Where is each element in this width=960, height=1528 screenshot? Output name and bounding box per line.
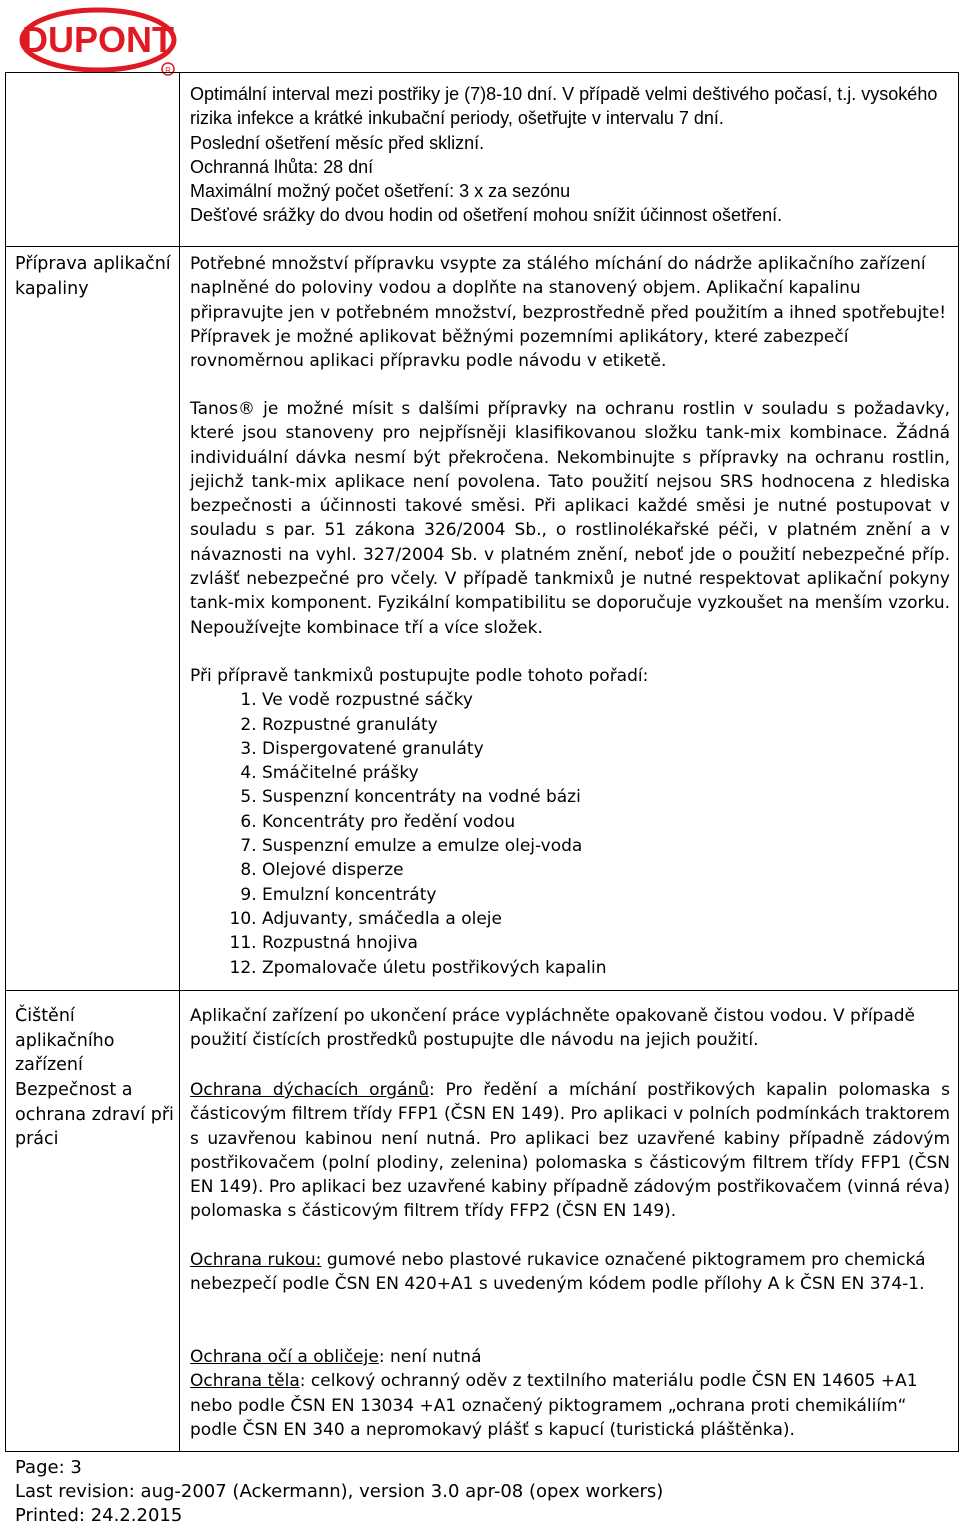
respiratory-heading: Ochrana dýchacích orgánů	[190, 1080, 430, 1100]
intro-block	[190, 82, 950, 228]
respiratory-protection	[190, 1078, 950, 1224]
list-item: 6. Koncentráty pro ředění vodou	[262, 810, 950, 834]
hands-protection	[190, 1248, 950, 1297]
eyes-heading: Ochrana očí a obličeje	[190, 1347, 379, 1367]
list-item: 2. Rozpustné granuláty	[262, 713, 950, 737]
label-preparation: Příprava aplikační kapaliny	[15, 254, 171, 299]
logo-text: DUPONT	[22, 19, 174, 60]
hands-text: gumové nebo plastové rukavice označené piktogramem pro chemická nebezpečí podle ČSN EN 420+A1 s uvedeným kódem podle přílohy A k ČSN EN 374-1.	[190, 1250, 926, 1295]
list-item: 3. Dispergovatené granuláty	[262, 737, 950, 761]
footer-printed: Printed: 24.2.2015	[15, 1505, 183, 1526]
body-text: : celkový ochranný oděv z textilního materiálu podle ČSN EN 14605 +A1 nebo podle ČSN EN 13034 +A1 označený piktogramem „ochrana proti chemikáliím“ podle ČSN EN 340 a nepromokavý plášť s kapucí (turistická pláštěnka).	[190, 1371, 918, 1440]
list-item: 9. Emulzní koncentráty	[262, 883, 950, 907]
eyes-text: : není nutná	[378, 1347, 482, 1367]
list-item: 11. Rozpustná hnojiva	[262, 931, 950, 955]
eyes-protection	[190, 1345, 950, 1369]
intro-line: Optimální interval mezi postřiky je (7)8-10 dní. V případě velmi deštivého počasí, t.j. vysokého rizika infekce a krátké inkubační periody, ošetřujte v intervalu 7 dní.	[190, 84, 938, 129]
intro-line: Poslední ošetření měsíc před sklizní.	[190, 132, 485, 153]
intro-line: Maximální možný počet ošetření: 3 x za sezónu	[190, 181, 571, 202]
tankmix-order-list	[190, 688, 950, 980]
table-column-divider	[179, 72, 180, 1452]
dupont-logo	[18, 6, 180, 78]
label-safety: Bezpečnost a ochrana zdraví při práci	[15, 1080, 174, 1149]
row-divider-prep	[5, 990, 959, 991]
label-cleaning: Čištění aplikačního zařízení	[15, 1006, 115, 1075]
respiratory-text: : Pro ředění a míchání postřikových kapalin polomaska s částicovým filtrem třídy FFP1 (ČSN EN 149). Pro aplikaci v polních podmínkách traktorem s uzavřenou kabinou není nutná. Pro aplikaci bez uzavřené kabiny případně zádovým postřikovačem (polní plodiny, zelenina) polomaska s částicovým filtrem třídy FFP1 (ČSN EN 149). Pro aplikaci bez uzavřené kabiny případně zádovým postřikovačem (vinná réva) polomaska s částicovým filtrem třídy FFP2 (ČSN EN 149).	[190, 1080, 950, 1222]
hands-heading: Ochrana rukou:	[190, 1250, 322, 1270]
tankmix-text: Tanos® je možné mísit s dalšími přípravky na ochranu rostlin v souladu s požadavky, které jsou stanoveny pro nejpřísněji klasifikovanou složku tank-mix kombinace. Žádná individuální dávka nesmí být překročena. Nekombinujte s přípravky na ochranu rostlin, jejichž tank-mix aplikace není povolena. Tato použití nejsou SRS hodnocena z hlediska bezpečnosti a účinnosti takové směsi. Při aplikaci každé směsi je nutné postupovat v souladu s par. 51 zákona 326/2004 Sb., o rostlinolékařské péči, v platném znění a v návaznosti na vyhl. 327/2004 Sb. v platném znění, neboť jde o použití nebezpečné příp. zvlášť nebezpečné pro včely. V případě tankmixů je nutné respektovat aplikační pokyny tank-mix komponent. Fyzikální kompatibilitu se doporučuje vyzkoušet na menším vzorku. Nepoužívejte kombinace tří a více složek.	[190, 399, 950, 638]
body-heading: Ochrana těla	[190, 1371, 300, 1392]
cleaning-text: Aplikační zařízení po ukončení práce vypláchněte opakovaně čistou vodou. V případě použití čistících prostředků postupujte dle návodu na jejich použití.	[190, 1006, 916, 1051]
footer-page: Page: 3	[15, 1457, 82, 1478]
body-protection	[190, 1369, 950, 1442]
list-item: 1. Ve vodě rozpustné sáčky	[262, 688, 950, 712]
intro-line: Dešťové srážky do dvou hodin od ošetření mohou snížit účinnost ošetření.	[190, 205, 783, 226]
list-item: 7. Suspenzní emulze a emulze olej-voda	[262, 834, 950, 858]
tankmix-order-intro: Při přípravě tankmixů postupujte podle tohoto pořadí:	[190, 666, 649, 686]
list-item: 12. Zpomalovače úletu postřikových kapalin	[262, 956, 950, 980]
list-item: 4. Smáčitelné prášky	[262, 761, 950, 785]
preparation-text: Potřebné množství přípravku vsypte za stálého míchání do nádrže aplikačního zařízení naplněné do poloviny vodou a doplňte na stanovený objem. Aplikační kapalinu připravujte jen v potřebném množství, bezprostředně před použitím a ihned spotřebujte! Přípravek je možné aplikovat běžnými pozemními aplikátory, které zabezpečí rovnoměrnou aplikaci přípravku podle návodu v etiketě.	[190, 254, 947, 372]
footer-revision: Last revision: aug-2007 (Ackermann), version 3.0 apr-08 (opex workers)	[15, 1481, 664, 1502]
list-item: 8. Olejové disperze	[262, 858, 950, 882]
list-item: 10. Adjuvanty, smáčedla a oleje	[262, 907, 950, 931]
intro-line: Ochranná lhůta: 28 dní	[190, 156, 374, 177]
row-divider-intro	[5, 246, 959, 247]
tankmix-order	[190, 664, 950, 980]
eyes-body-protection	[190, 1345, 950, 1442]
registered-mark: R	[165, 66, 171, 75]
list-item: 5. Suspenzní koncentráty na vodné bázi	[262, 785, 950, 809]
